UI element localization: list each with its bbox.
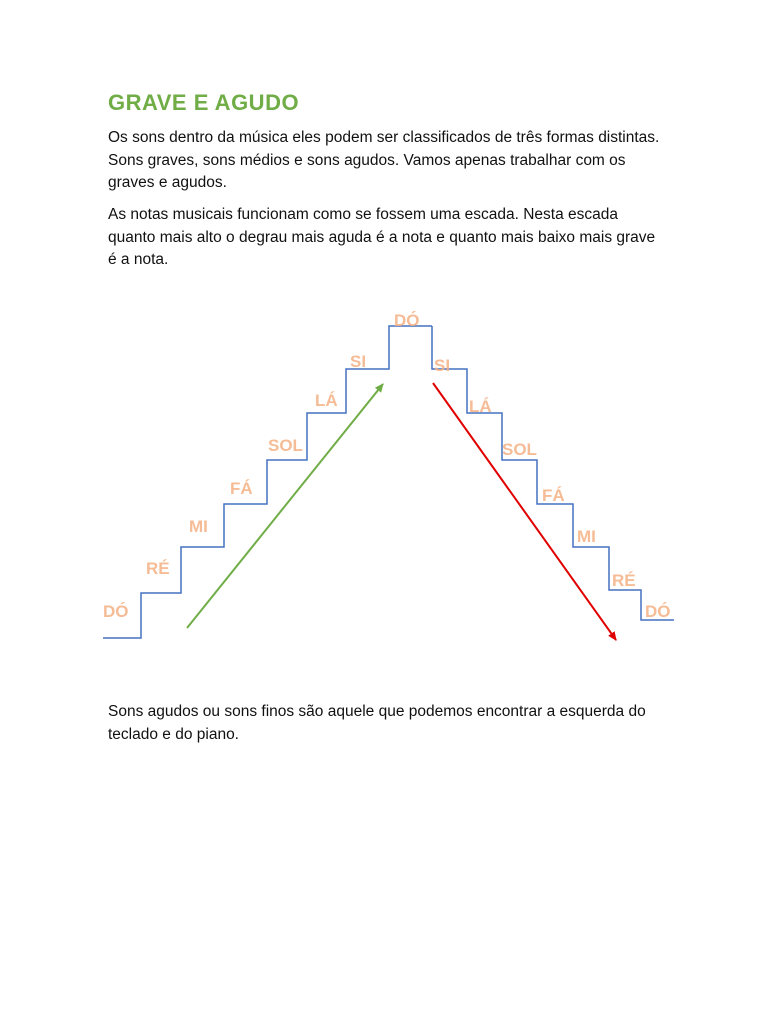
staircase-paragraph: As notas musicais funcionam como se fossem uma escada. Nesta escada quanto mais alto o degrau mais aguda é a nota e quanto mais baixo mais grave é a nota. <box>108 206 656 268</box>
note-label-down-mi: MI <box>577 527 596 546</box>
note-label-down-re: RÉ <box>612 571 636 590</box>
page-title: GRAVE E AGUDO <box>108 90 300 115</box>
intro-paragraph: Os sons dentro da música eles podem ser classificados de três formas distintas. Sons graves, sons médios e sons agudos. Vamos apenas trabalhar com os graves e agudos. <box>108 129 660 191</box>
note-label-top-do: DÓ <box>394 311 420 330</box>
note-label-up-mi: MI <box>189 517 208 536</box>
note-label-down-do: DÓ <box>645 602 671 621</box>
note-label-up-fa: FÁ <box>230 479 253 498</box>
closing-paragraph: Sons agudos ou sons finos são aquele que podemos encontrar a esquerda do teclado e do piano. <box>108 703 646 743</box>
note-label-down-fa: FÁ <box>542 486 565 505</box>
note-label-up-sol: SOL <box>268 436 303 455</box>
descending-arrow <box>433 383 616 640</box>
note-label-up-la: LÁ <box>315 391 338 410</box>
note-label-down-si: SI <box>434 356 451 375</box>
note-label-up-si: SI <box>350 352 367 371</box>
descending-staircase <box>432 326 674 620</box>
note-label-up-re: RÉ <box>146 559 170 578</box>
ascending-staircase <box>103 326 432 638</box>
note-label-down-la: LÁ <box>469 397 492 416</box>
ascending-arrow <box>187 384 383 628</box>
note-label-down-sol: SOL <box>502 440 537 459</box>
note-staircase-diagram <box>0 300 768 660</box>
note-label-up-do: DÓ <box>103 602 129 621</box>
